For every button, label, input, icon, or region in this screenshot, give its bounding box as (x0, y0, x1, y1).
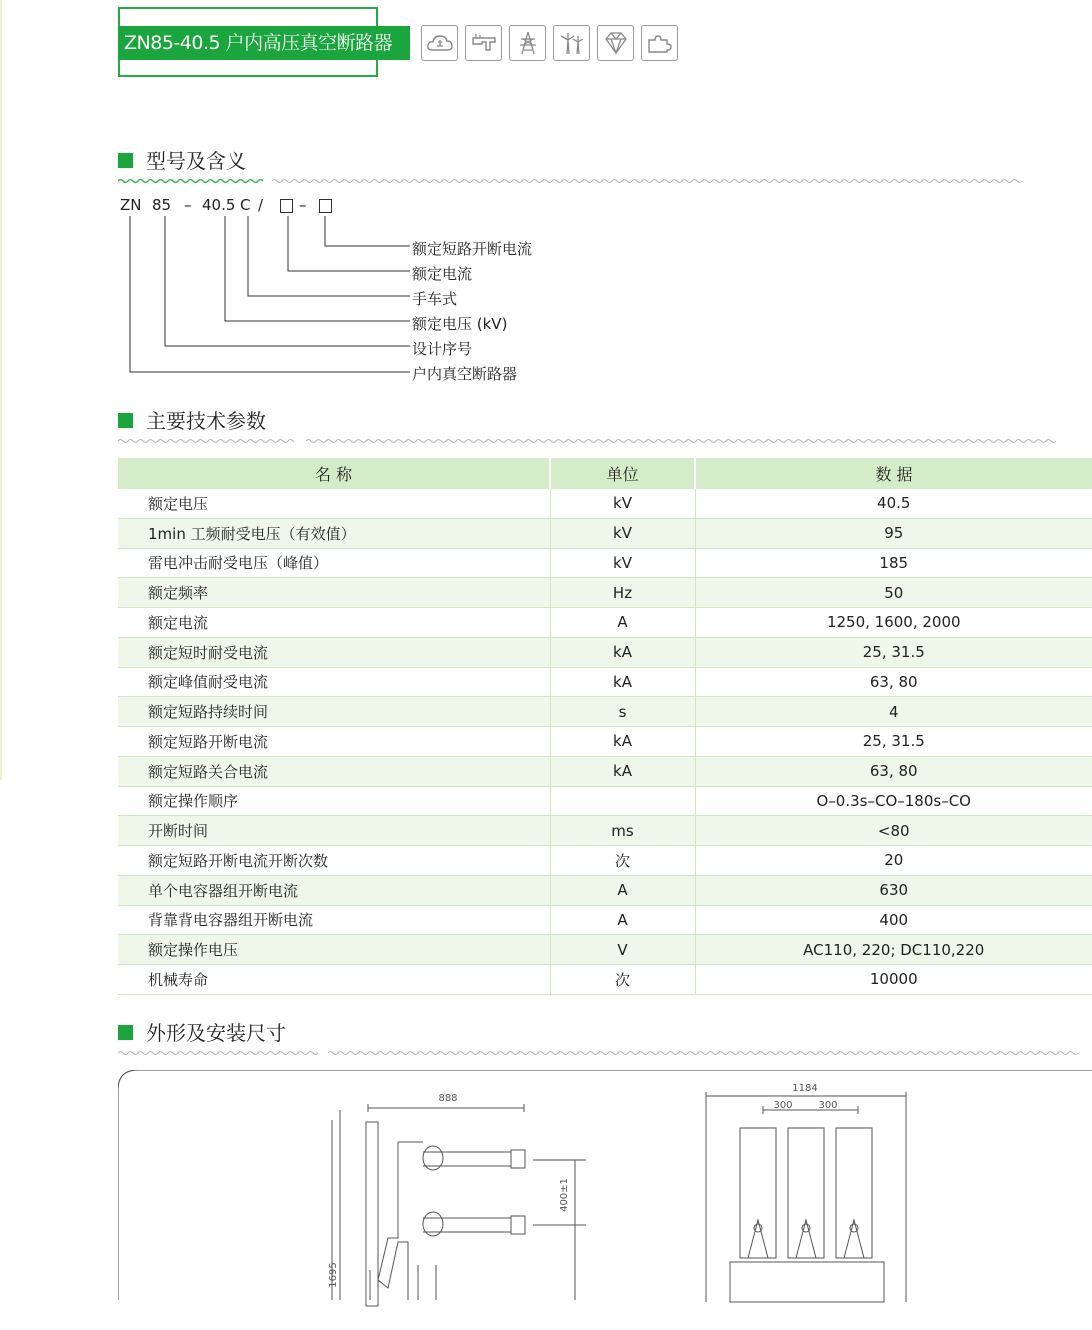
param-value: 4 (695, 697, 1092, 727)
param-name: 额定电压 (118, 489, 550, 518)
param-unit: kA (550, 727, 695, 757)
code-dash: – (299, 196, 307, 214)
param-value: AC110, 220; DC110,220 (695, 935, 1092, 965)
table-row (118, 905, 1092, 935)
dim-phase-spacing-label: 400±1 (559, 1178, 570, 1212)
table-row (118, 518, 1092, 548)
pylon-icon (509, 25, 546, 61)
param-value: 95 (695, 518, 1092, 548)
table-row (118, 846, 1092, 876)
code-series: 85 (152, 196, 172, 214)
heading-rule (272, 177, 1092, 185)
param-unit: 次 (550, 965, 695, 995)
product-title: ZN85-40.5 户内高压真空断路器 (118, 26, 410, 60)
wind-turbine-icon (553, 25, 590, 61)
param-name: 额定短路开断电流 (118, 727, 550, 757)
param-name: 额定短路持续时间 (118, 697, 550, 727)
param-value: 10000 (695, 965, 1092, 995)
diamond-icon (597, 25, 634, 61)
table-row (118, 875, 1092, 905)
heading-underline (118, 177, 263, 185)
param-value: 630 (695, 875, 1092, 905)
table-row (118, 816, 1092, 846)
factory-icon (465, 25, 502, 61)
param-unit: kV (550, 548, 695, 578)
legend-rated-voltage: 额定电压 (kV) (412, 315, 508, 333)
legend-breaking-current: 额定短路开断电流 (412, 240, 533, 258)
param-unit: A (550, 608, 695, 638)
table-row (118, 727, 1092, 757)
param-unit: V (550, 935, 695, 965)
section-model-title: 型号及含义 (146, 149, 246, 173)
code-breaking-box (319, 199, 332, 213)
param-value: 25, 31.5 (695, 637, 1092, 667)
dim-height-label: 1695 (328, 1262, 339, 1288)
legend-handcart: 手车式 (412, 290, 458, 308)
table-row (118, 667, 1092, 697)
param-value: O–0.3s–CO–180s–CO (695, 786, 1092, 816)
dim-depth-label: 888 (438, 1093, 458, 1104)
dim-pitch-label: 300 (773, 1100, 793, 1111)
param-name: 额定频率 (118, 578, 550, 608)
param-value: <80 (695, 816, 1092, 846)
parameters-table (118, 458, 1092, 995)
table-row (118, 697, 1092, 727)
param-name: 额定短路开断电流开断次数 (118, 846, 550, 876)
section-marker (118, 1025, 133, 1040)
param-unit (550, 786, 695, 816)
param-name: 额定电流 (118, 608, 550, 638)
code-current-box (280, 199, 293, 213)
param-name: 额定操作顺序 (118, 786, 550, 816)
legend-indoor-vacuum-breaker: 户内真空断路器 (412, 365, 518, 383)
param-name: 额定峰值耐受电流 (118, 667, 550, 697)
model-leader-lines (118, 214, 418, 384)
param-name: 额定短路关合电流 (118, 756, 550, 786)
param-unit: kA (550, 637, 695, 667)
param-unit: A (550, 905, 695, 935)
param-unit: kA (550, 667, 695, 697)
param-value: 40.5 (695, 489, 1092, 518)
param-unit: kA (550, 756, 695, 786)
param-value: 50 (695, 578, 1092, 608)
code-voltage: 40.5 (202, 196, 236, 214)
param-value: 400 (695, 905, 1092, 935)
page-edge-strip (0, 0, 2, 780)
param-name: 额定操作电压 (118, 935, 550, 965)
param-value: 20 (695, 846, 1092, 876)
table-row (118, 935, 1092, 965)
table-row (118, 608, 1092, 638)
param-unit: s (550, 697, 695, 727)
code-slash: / (258, 196, 264, 214)
code-handcart: C (240, 196, 251, 214)
heading-rule (306, 437, 1092, 445)
param-name: 机械寿命 (118, 965, 550, 995)
section-marker (118, 413, 133, 428)
code-dash: – (184, 196, 192, 214)
param-name: 雷电冲击耐受电压（峰值） (118, 548, 550, 578)
section-marker (118, 153, 133, 168)
header-name: 名 称 (118, 458, 550, 489)
param-name: 1min 工频耐受电压（有效值） (118, 518, 550, 548)
param-value: 63, 80 (695, 756, 1092, 786)
table-row (118, 786, 1092, 816)
table-row (118, 578, 1092, 608)
code-zn: ZN (120, 196, 142, 214)
table-row (118, 756, 1092, 786)
param-name: 单个电容器组开断电流 (118, 875, 550, 905)
section-params-title: 主要技术参数 (146, 409, 266, 433)
header-value: 数 据 (695, 458, 1092, 489)
param-value: 63, 80 (695, 667, 1092, 697)
heading-underline (118, 1049, 318, 1057)
param-unit: 次 (550, 846, 695, 876)
param-name: 背靠背电容器组开断电流 (118, 905, 550, 935)
param-unit: kV (550, 518, 695, 548)
table-header-row (118, 458, 1092, 489)
table-row (118, 637, 1092, 667)
param-unit: ms (550, 816, 695, 846)
cloud-icon (421, 25, 458, 61)
param-unit: A (550, 875, 695, 905)
heading-rule (328, 1049, 1092, 1057)
application-icons (421, 25, 678, 61)
table-row (118, 489, 1092, 518)
table-row (118, 548, 1092, 578)
legend-design-serial: 设计序号 (412, 340, 473, 358)
puzzle-icon (641, 25, 678, 61)
param-name: 开断时间 (118, 816, 550, 846)
dim-pitch-label: 300 (818, 1100, 838, 1111)
param-value: 1250, 1600, 2000 (695, 608, 1092, 638)
heading-underline (118, 437, 294, 445)
header-unit: 单位 (550, 458, 695, 489)
legend-rated-current: 额定电流 (412, 265, 473, 283)
param-unit: Hz (550, 578, 695, 608)
param-name: 额定短时耐受电流 (118, 637, 550, 667)
param-value: 185 (695, 548, 1092, 578)
table-row (118, 965, 1092, 995)
dim-width-label: 1184 (792, 1083, 818, 1094)
section-dimensions-title: 外形及安装尺寸 (146, 1021, 286, 1045)
param-unit: kV (550, 489, 695, 518)
dimension-drawing (118, 1070, 1092, 1330)
param-value: 25, 31.5 (695, 727, 1092, 757)
